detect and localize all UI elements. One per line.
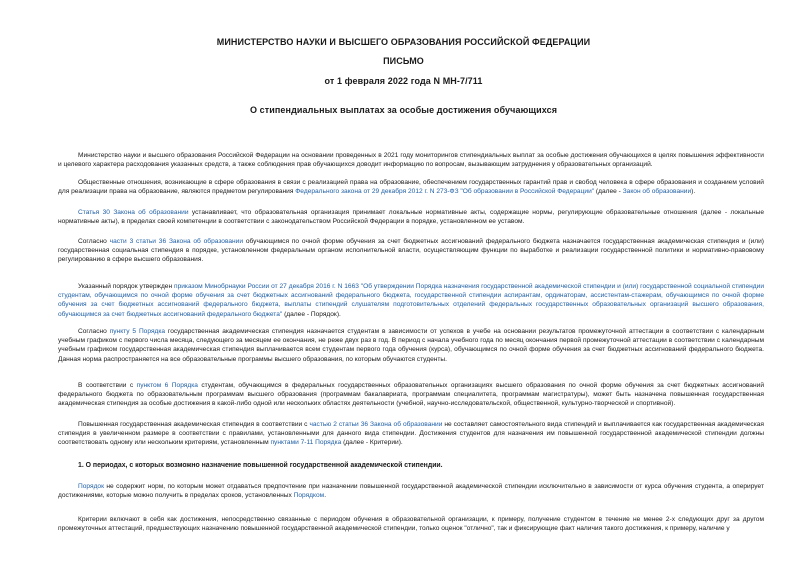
paragraph-point-6 xyxy=(58,381,764,409)
paragraph-text: (далее - xyxy=(594,188,623,196)
paragraph-text: ). xyxy=(691,188,696,196)
paragraph-text: не содержит норм, по которым может отдаваться предпочтение при назначении повышенной государственной академической стипендии исключительно в зависимости от курса обучения студента, а оперирует достижениями, которые можно получить в пределах сроков, установленных xyxy=(58,483,764,500)
paragraph-text: устанавливает, что образовательная организация принимает локальные нормативные акты, содержащие нормы, регулирующие образовательные отношения (далее - локальные нормативные акты), в пределах своей компетенции в соответствии с законодательством Российской Федерации в порядке, установленном ее уставом. xyxy=(58,209,764,226)
paragraph-text: Указанный порядок утвержден xyxy=(78,283,174,290)
paragraph-text: обучающимся по очной форме обучения за счет бюджетных ассигнований федерального бюджета назначается государственная академическая стипендия и (или) государственная социальная стипендия в порядке, установленном федеральным органом исполнительной власти, осуществляющим функции по выработке и реализации государственной политики и нормативно-правовому регулированию в сфере высшего образования. xyxy=(58,238,764,264)
paragraph-increased-stipend xyxy=(58,420,764,448)
link-article-36-part-2[interactable]: частью 2 статьи 36 Закона об образовании xyxy=(309,421,443,428)
paragraph-intro xyxy=(58,151,764,169)
paragraph-text: (далее - Порядок). xyxy=(282,310,341,318)
paragraph-text: В соответствии с xyxy=(78,382,137,389)
link-federal-law-273[interactable]: Федерального закона от 29 декабря 2012 г. N 273-ФЗ "Об образовании в Российской Федерации" xyxy=(295,188,595,196)
paragraph-text: не составляет самостоятельного вида стипендий и выплачивается как государственная академическая стипендия в увеличенном размере в соответствии с правилами, установленными для данного вида стипендии. Достижения студентов для назначения им повышенной государственной академической стипендии должны соответствовать одному или нескольким критериям, установленным xyxy=(58,421,764,447)
paragraph-text: Согласно xyxy=(78,328,110,335)
link-procedure-2[interactable]: Порядком xyxy=(293,492,325,500)
paragraph-text: государственная академическая стипендия назначается студентам в зависимости от успехов в учебе на основании результатов промежуточной аттестации в соответствии с календарным учебным графиком с первого числа месяца, следующего за месяцем ее окончания, не реже двух раз в год. В период с начала учебного года по месяц окончания первой промежуточной аттестации в соответствии с календарным учебным графиком государственная академическая стипендия выплачивается всем студентам первого года обучения (курса), обучающимся по очной форме обучения за счет бюджетных ассигнований федерального бюджета. Данная норма распространяется на все образовательные программы высшего образования, по которым обучаются студенты. xyxy=(58,328,764,363)
link-procedure[interactable]: Порядок xyxy=(78,483,104,490)
document-type: ПИСЬМО xyxy=(383,56,424,66)
ministry-heading: МИНИСТЕРСТВО НАУКИ И ВЫСШЕГО ОБРАЗОВАНИЯ РОССИЙСКОЙ ФЕДЕРАЦИИ xyxy=(216,37,591,47)
link-article-30[interactable]: Статья 30 Закона об образовании xyxy=(78,209,189,216)
paragraph-text: Критерии включают в себя как достижения, непосредственно связанные с периодом обучения в образовательной организации, к примеру, получение студентом в течение не менее 2-х следующих друг за другом промежуточных аттестаций, предшествующих назначению повышенной государственной академической стипендии, только оценок "отлично", так и фиксирующие факт наличия такого достижения, к примеру, наличие у xyxy=(58,516,764,533)
link-point-6[interactable]: пунктом 6 Порядка xyxy=(136,382,198,389)
link-points-7-11[interactable]: пунктами 7-11 Порядка xyxy=(270,439,342,447)
link-education-law[interactable]: Закон об образовании xyxy=(622,188,692,196)
paragraph-criteria xyxy=(58,515,764,533)
link-order-1663[interactable]: приказом Минобрнауки России от 27 декабря 2016 г. N 1663 "Об утверждении Порядка назначения государственной академической стипендии и (или) государственной социальной стипендии студентам, обучающимся по очной форме обучения за счет бюджетных ассигнований федерального бюджета, государственной стипендии аспирантам, ординаторам, ассистентам-стажерам, обучающимся по очной форме обучения за счет бюджетных ассигнований федерального бюджета, выплаты стипендий слушателям подготовительных отделений федеральных государственных образовательных организаций высшего образования, обучающимся за счет бюджетных ассигнований федерального бюджета" xyxy=(58,283,764,318)
document-subject: О стипендиальных выплатах за особые достижения обучающихся xyxy=(249,105,558,115)
section-heading-1: 1. О периодах, с которых возможно назначение повышенной государственной академической стипендии. xyxy=(78,462,443,469)
paragraph-text: Согласно xyxy=(78,238,110,245)
paragraph-text: . xyxy=(324,492,327,500)
document-date-number: от 1 февраля 2022 года N МН-7/711 xyxy=(324,76,483,86)
paragraph-article-30 xyxy=(58,208,764,226)
paragraph-education-law xyxy=(58,178,764,196)
paragraph-text: студентам, обучающимся в федеральных государственных образовательных организациях высшего образования по очной форме обучения за счет бюджетных ассигнований федерального бюджета по образовательным программам высшего образования (программам бакалавриата, программам специалитета, программам магистратуры), может быть назначена повышенная государственная академическая стипендия за особые достижения в какой-либо одной или нескольких областях деятельности (учебной, научно-исследовательской, общественной, культурно-творческой и спортивной). xyxy=(58,382,764,408)
paragraph-point-5 xyxy=(58,327,764,364)
link-point-5[interactable]: пункту 5 Порядка xyxy=(109,328,166,335)
paragraph-article-36 xyxy=(58,237,764,265)
link-article-36-part-3[interactable]: части 3 статьи 36 Закона об образовании xyxy=(109,238,244,245)
paragraph-order-1663 xyxy=(58,282,764,319)
paragraph-procedure-norms xyxy=(58,482,764,500)
paragraph-text: Министерство науки и высшего образования Российской Федерации на основании проведенных в 2021 году мониторингов стипендиальных выплат за особые достижения обучающихся в целях повышения эффективности и целевого характера расходования указанных средств, а также соблюдения прав обучающихся доводит информацию по вопросам, вызывающим затруднения у образовательных организаций. xyxy=(58,152,764,169)
paragraph-text: Общественные отношения, возникающие в сфере образования в связи с реализацией права на образование, обеспечением государственных гарантий прав и свобод человека в сфере образования и созданием условий для реализации права на образование, являются предметом регулирования xyxy=(58,179,764,196)
paragraph-text: (далее - Критерии). xyxy=(341,439,403,447)
paragraph-text: Повышенная государственная академическая стипендия в соответствии с xyxy=(78,421,310,428)
